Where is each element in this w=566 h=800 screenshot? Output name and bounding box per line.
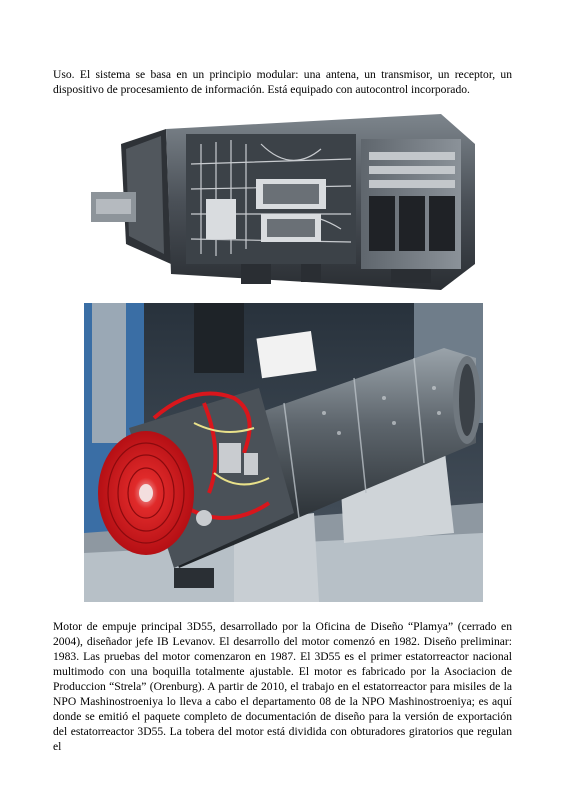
paragraph-engine-3d55: Motor de empuje principal 3D55, desarrollado por la Oficina de Diseño “Plamya” (cerrado en 2004), diseñador jefe IB Levanov. El desarrollo del motor comenzó en 1982. Diseño preliminar: 1983. Las pruebas del motor comenzaron en 1987. El 3D55 es el primer estatorreactor nacional multimodo con una boquilla totalmente ajustable. El motor es fabricado por la Asociacion de Produccion “Strela” (Orenburg). A partir de 2010, el trabajo en el estatorreactor para misiles de la NPO Mashinostroeniya lo lleva a cabo el departamento 08 de la NPO Mashinostroeniya; es aquí donde se emitió el paquete completo de documentación de diseño para la versión de exportación del estatorreactor 3D55. La tobera del motor está dividida con obturadores giratorios que regulan el: [53, 620, 512, 753]
paragraph-seeker-description: Uso. El sistema se basa en un principio modular: una antena, un transmisor, un receptor, un dispositivo de procesamiento de información. Está equipado con autocontrol incorporado.: [53, 68, 512, 96]
seeker-unit-photo: [91, 104, 477, 294]
engine-3d55-photo: [84, 303, 483, 602]
